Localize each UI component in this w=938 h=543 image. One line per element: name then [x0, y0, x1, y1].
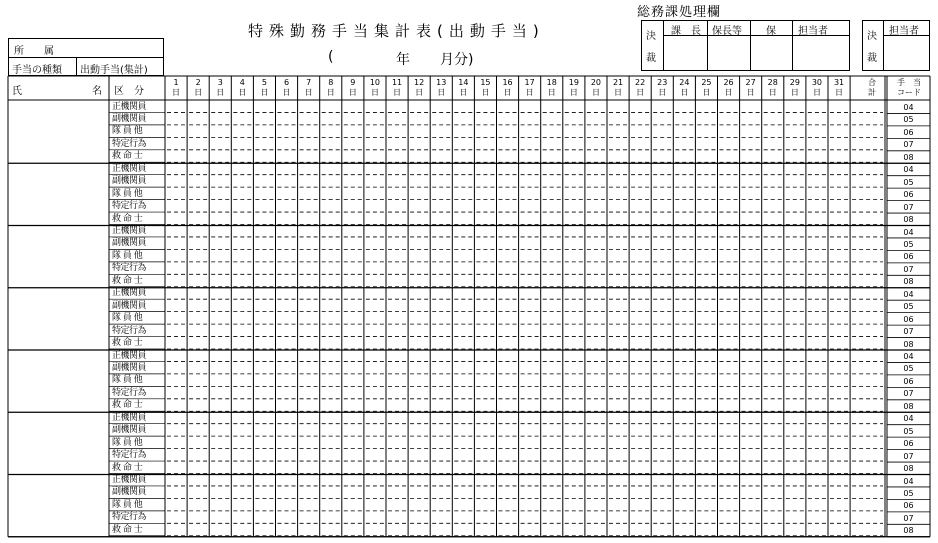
day-header-7: [298, 78, 320, 98]
teate-code-cell: 04: [903, 476, 914, 486]
day-number: 28: [767, 78, 778, 87]
period-month: 月分): [440, 52, 474, 68]
code-label-2: コード: [897, 88, 921, 97]
kessai-label-2: 裁: [646, 53, 656, 64]
day-number: 30: [811, 78, 823, 87]
day-number: 12: [414, 78, 425, 87]
day-suffix: 日: [790, 88, 799, 97]
day-header-17: [519, 78, 541, 98]
day-suffix: 日: [172, 88, 181, 97]
kubun-cell: 正機関員: [112, 412, 147, 423]
day-number: 26: [723, 78, 734, 87]
day-suffix: 日: [216, 88, 225, 97]
day-number: 7: [306, 78, 312, 87]
kubun-cell: 特定行為: [112, 450, 147, 461]
day-number: 9: [350, 78, 356, 87]
day-number: 6: [284, 78, 290, 87]
kubun-cell: 特定行為: [112, 263, 147, 274]
soumu-section-title: 総務課処理欄: [637, 5, 722, 20]
day-header-22: [629, 78, 651, 98]
teate-code-cell: 08: [903, 464, 914, 474]
teate-code-cell: 04: [903, 289, 914, 299]
day-number: 15: [480, 78, 491, 87]
teate-code-cell: 07: [903, 140, 914, 150]
day-suffix: 日: [768, 88, 777, 97]
day-suffix: 日: [658, 88, 667, 97]
teate-code-cell: 06: [903, 314, 914, 324]
name-input-cell[interactable]: [9, 163, 108, 224]
name-input-cell[interactable]: [9, 101, 108, 162]
day-header-16: [497, 78, 519, 98]
teate-code-cell: 05: [903, 239, 914, 249]
period-year: 年: [396, 52, 410, 68]
kubun-cell: 救 命 士: [112, 524, 143, 535]
day-number: 1: [173, 78, 179, 87]
day-suffix: 日: [525, 88, 534, 97]
teate-code-cell: 05: [903, 115, 914, 125]
kubun-cell: 隊 員 他: [112, 126, 143, 137]
teate-code-cell: 04: [903, 227, 914, 237]
kubun-cell: 隊 員 他: [112, 437, 143, 448]
day-header-5: [253, 78, 275, 98]
day-suffix: 日: [636, 88, 645, 97]
role-kachou: 課 長: [671, 26, 701, 37]
teate-code-cell: 08: [903, 277, 914, 287]
day-number: 24: [679, 78, 690, 87]
day-number: 13: [436, 78, 447, 87]
day-header-20: [585, 78, 607, 98]
kubun-cell: 副機関員: [112, 176, 147, 187]
day-header-23: [651, 78, 673, 98]
teate-code-cell: 07: [903, 202, 914, 212]
period-open: (: [328, 49, 334, 65]
kubun-cell: 正機関員: [112, 288, 147, 299]
day-suffix: 日: [591, 88, 600, 97]
day-header-24: [673, 78, 695, 98]
form-title: 特殊勤務手当集計表(出動手当): [248, 22, 545, 40]
day-header-25: [695, 78, 717, 98]
kubun-cell: 隊 員 他: [112, 250, 143, 261]
name-label-1: 氏: [12, 86, 22, 97]
teate-code-cell: 05: [903, 488, 914, 498]
name-input-cell[interactable]: [9, 412, 108, 473]
day-suffix: 日: [569, 88, 578, 97]
role-hochoura: 保長等: [712, 26, 742, 37]
teate-code-cell: 08: [903, 152, 914, 162]
day-header-8: [320, 78, 342, 98]
day-suffix: 日: [238, 88, 247, 97]
teate-code-cell: 04: [903, 165, 914, 175]
kubun-cell: 救 命 士: [112, 462, 143, 473]
day-header-12: [408, 78, 430, 98]
day-header-21: [607, 78, 629, 98]
day-number: 25: [701, 78, 712, 87]
teate-type-label: 手当の種類: [12, 65, 62, 76]
teate-code-cell: 05: [903, 426, 914, 436]
role-tantousha: 担当者: [798, 26, 828, 37]
kubun-cell: 副機関員: [112, 300, 147, 311]
kubun-cell: 隊 員 他: [112, 313, 143, 324]
kessai-b-label-2: 裁: [867, 53, 877, 64]
teate-code-cell: 06: [903, 190, 914, 200]
teate-code-cell: 08: [903, 401, 914, 411]
day-number: 20: [590, 78, 602, 87]
kubun-cell: 正機関員: [112, 226, 147, 236]
day-number: 23: [657, 78, 668, 87]
teate-code-cell: 05: [903, 177, 914, 187]
day-suffix: 日: [437, 88, 446, 97]
day-header-30: [806, 78, 828, 98]
day-header-27: [740, 78, 762, 98]
day-suffix: 日: [370, 88, 379, 97]
total-label-2: 計: [868, 88, 876, 97]
kubun-cell: 副機関員: [112, 113, 147, 124]
day-header-29: [784, 78, 806, 98]
kubun-cell: 隊 員 他: [112, 499, 143, 510]
teate-code-cell: 08: [903, 526, 914, 536]
name-input-cell[interactable]: [9, 350, 108, 411]
day-header-4: [231, 78, 253, 98]
teate-code-cell: 04: [903, 103, 914, 112]
day-number: 29: [789, 78, 800, 87]
teate-code-cell: 04: [903, 414, 914, 424]
day-suffix: 日: [194, 88, 203, 97]
kubun-cell: 正機関員: [112, 475, 147, 485]
name-input-cell[interactable]: [9, 475, 108, 536]
day-header-3: [209, 78, 231, 98]
day-header-15: [474, 78, 496, 98]
day-number: 19: [568, 78, 579, 87]
day-header-19: [563, 78, 585, 98]
code-label-1: 手 当: [897, 78, 921, 87]
day-suffix: 日: [724, 88, 733, 97]
teate-code-cell: 08: [903, 339, 914, 349]
day-number: 10: [369, 78, 381, 87]
day-header-18: [541, 78, 563, 98]
day-suffix: 日: [835, 88, 844, 97]
kubun-cell: 正機関員: [112, 350, 147, 361]
day-suffix: 日: [260, 88, 269, 97]
kubun-cell: 正機関員: [112, 101, 147, 112]
day-header-13: [430, 78, 452, 98]
day-suffix: 日: [393, 88, 402, 97]
day-header-26: [718, 78, 740, 98]
day-number: 18: [546, 78, 557, 87]
kessai-label-1: 決: [646, 31, 656, 42]
kubun-cell: 隊 員 他: [112, 375, 143, 386]
teate-code-cell: 06: [903, 501, 914, 511]
day-number: 16: [502, 78, 513, 87]
day-header-31: [828, 78, 850, 98]
teate-code-cell: 06: [903, 439, 914, 449]
role-tantousha-b: 担当者: [889, 26, 919, 37]
day-number: 2: [195, 78, 201, 87]
teate-code-cell: 07: [903, 327, 914, 337]
day-suffix: 日: [459, 88, 468, 97]
teate-type-value: 出動手当(集計): [80, 65, 148, 76]
day-number: 31: [833, 78, 845, 87]
day-header-2: [187, 78, 209, 98]
day-number: 14: [458, 78, 469, 87]
day-number: 17: [524, 78, 535, 87]
total-label-1: 合: [868, 78, 876, 87]
day-number: 21: [612, 78, 624, 87]
kubun-cell: 隊 員 他: [112, 188, 143, 199]
day-number: 3: [217, 78, 223, 87]
day-suffix: 日: [304, 88, 313, 97]
teate-code-cell: 05: [903, 364, 914, 374]
teate-code-cell: 04: [903, 352, 914, 361]
day-header-9: [342, 78, 364, 98]
name-label-2: 名: [92, 86, 102, 97]
day-suffix: 日: [746, 88, 755, 97]
day-suffix: 日: [481, 88, 490, 97]
day-header-11: [386, 78, 408, 98]
day-header-6: [276, 78, 298, 98]
kubun-cell: 救 命 士: [112, 338, 143, 349]
day-number: 11: [391, 78, 403, 87]
kubun-cell: 特定行為: [112, 325, 147, 336]
kubun-cell: 正機関員: [112, 163, 147, 174]
day-suffix: 日: [812, 88, 821, 97]
kubun-cell: 救 命 士: [112, 151, 143, 162]
day-suffix: 日: [282, 88, 291, 97]
day-header-14: [452, 78, 474, 98]
name-input-cell[interactable]: [9, 226, 108, 287]
teate-code-cell: 07: [903, 513, 914, 523]
day-number: 5: [261, 78, 267, 87]
kubun-cell: 副機関員: [112, 425, 147, 436]
teate-code-cell: 07: [903, 451, 914, 461]
teate-code-cell: 06: [903, 127, 914, 137]
day-header-28: [762, 78, 784, 98]
day-suffix: 日: [614, 88, 623, 97]
day-header-1: [165, 78, 187, 98]
teate-code-cell: 07: [903, 389, 914, 399]
day-suffix: 日: [503, 88, 512, 97]
kubun-cell: 救 命 士: [112, 275, 143, 286]
kessai-b-label-1: 決: [867, 31, 877, 42]
day-suffix: 日: [702, 88, 711, 97]
day-number: 8: [328, 78, 334, 87]
day-number: 27: [745, 78, 756, 87]
teate-code-cell: 06: [903, 376, 914, 386]
teate-code-cell: 08: [903, 215, 914, 225]
kubun-label: 区 分: [114, 86, 144, 97]
teate-code-cell: 06: [903, 252, 914, 262]
teate-code-cell: 05: [903, 302, 914, 312]
kubun-cell: 副機関員: [112, 238, 147, 249]
kubun-cell: 副機関員: [112, 362, 147, 373]
kubun-cell: 特定行為: [112, 512, 147, 523]
kubun-cell: 救 命 士: [112, 400, 143, 411]
role-ho: 保: [766, 26, 776, 37]
kubun-cell: 救 命 士: [112, 213, 143, 224]
day-number: 4: [239, 78, 245, 87]
shozoku-label: 所 属: [14, 46, 54, 57]
day-number: 22: [635, 78, 646, 87]
kubun-cell: 副機関員: [112, 487, 147, 498]
kubun-cell: 特定行為: [112, 387, 147, 398]
kubun-cell: 特定行為: [112, 201, 147, 212]
day-suffix: 日: [680, 88, 689, 97]
day-header-10: [364, 78, 386, 98]
teate-code-cell: 07: [903, 264, 914, 274]
kubun-cell: 特定行為: [112, 138, 147, 149]
day-suffix: 日: [415, 88, 424, 97]
day-suffix: 日: [547, 88, 556, 97]
day-suffix: 日: [326, 88, 335, 97]
day-suffix: 日: [348, 88, 357, 97]
name-input-cell[interactable]: [9, 288, 108, 349]
